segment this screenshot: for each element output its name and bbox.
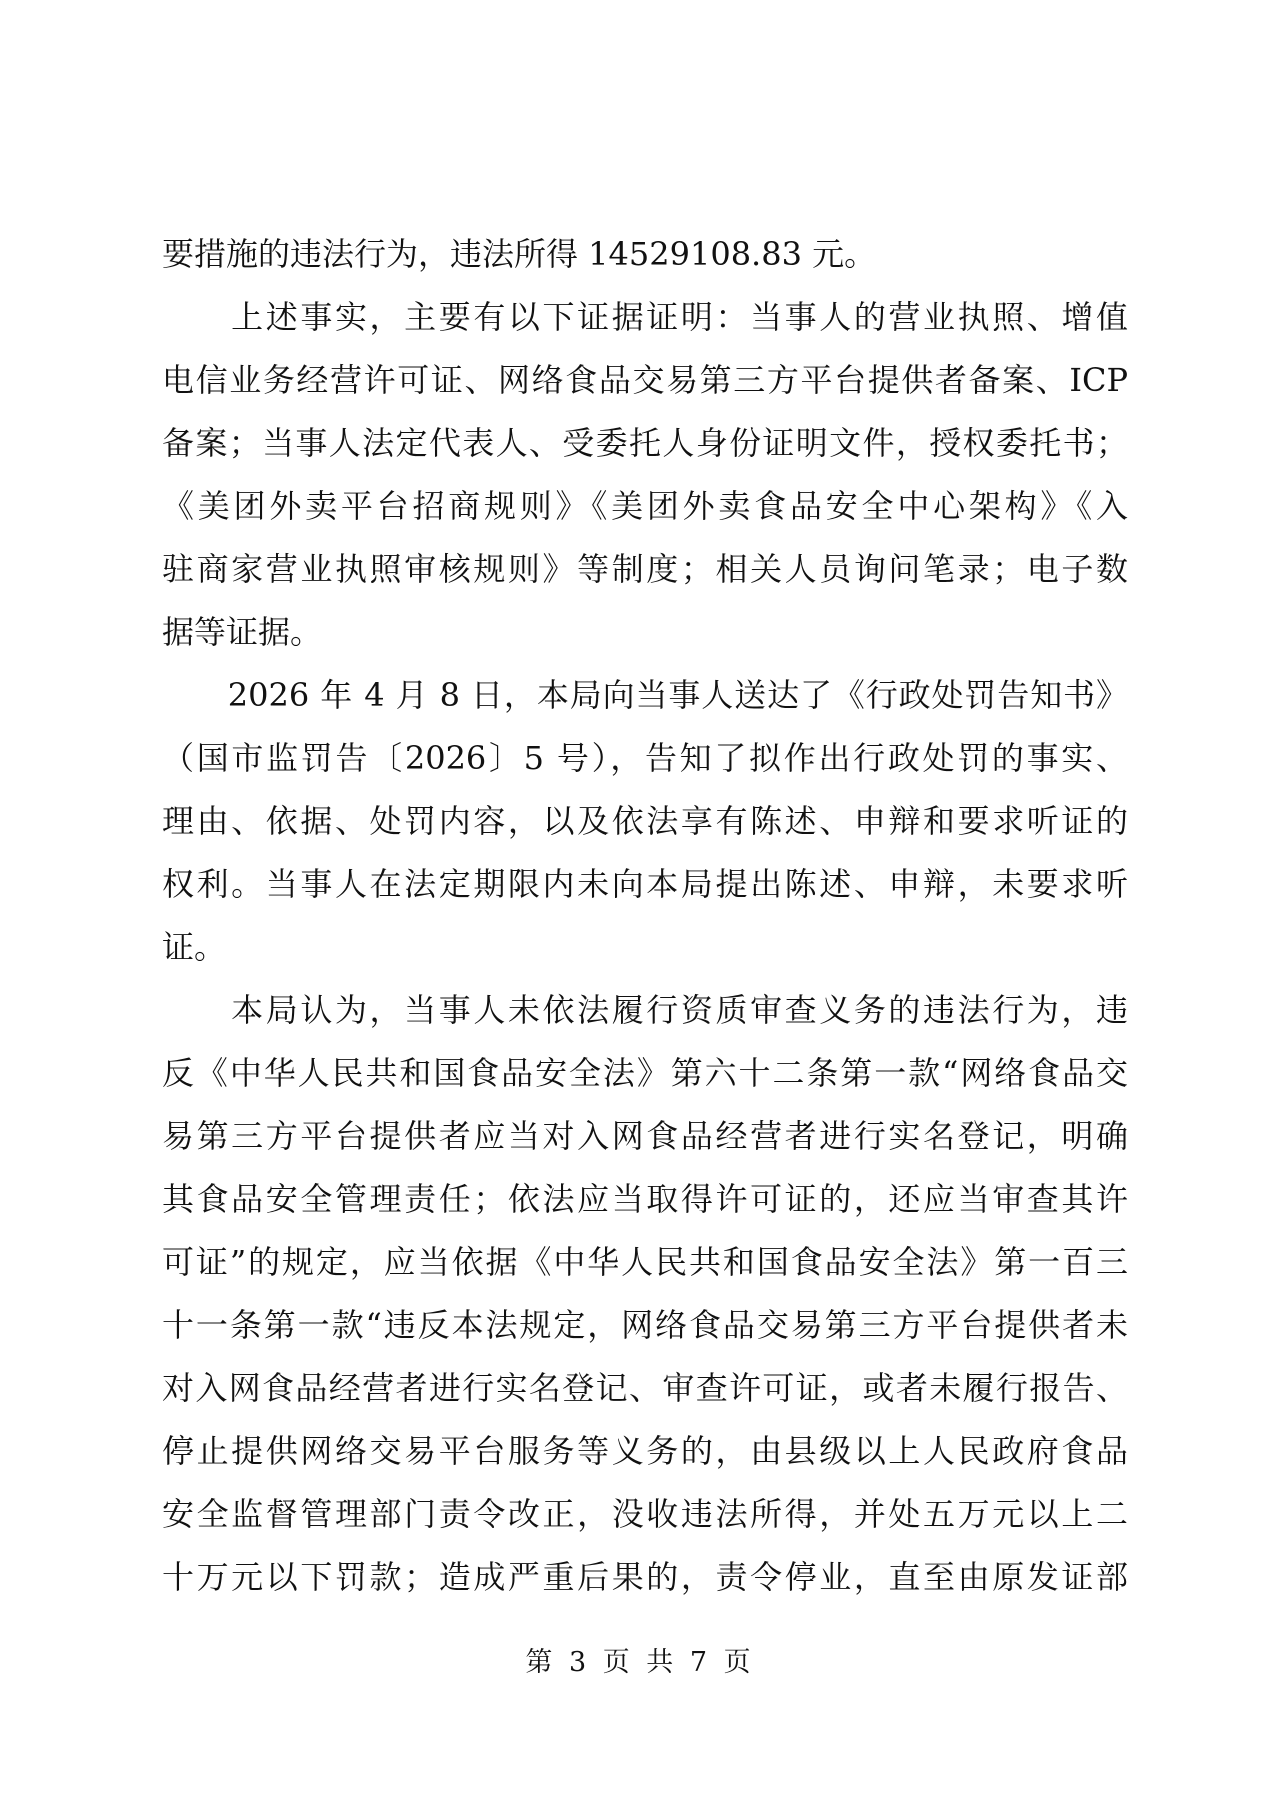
text-line: 据等证据。: [162, 613, 323, 651]
text-line: 权利。当事人在法定期限内未向本局提出陈述、申辩，未要求听: [162, 865, 1128, 903]
text-line: 反《中华人民共和国食品安全法》第六十二条第一款“网络食品交: [162, 1054, 1128, 1092]
text-line: 上述事实，主要有以下证据证明：当事人的营业执照、增值: [162, 298, 1128, 336]
text-line: 《美团外卖平台招商规则》《美团外卖食品安全中心架构》《入: [162, 487, 1128, 525]
page-number-footer: 第 3 页 共 7 页: [525, 1647, 755, 1678]
text-line: 本局认为，当事人未依法履行资质审查义务的违法行为，违: [162, 991, 1128, 1029]
text-line: 对入网食品经营者进行实名登记、审查许可证，或者未履行报告、: [162, 1369, 1128, 1407]
text-line: 易第三方平台提供者应当对入网食品经营者进行实名登记，明确: [162, 1117, 1128, 1155]
text-line: 理由、依据、处罚内容，以及依法享有陈述、申辩和要求听证的: [162, 802, 1128, 840]
text-line: 十万元以下罚款；造成严重后果的，责令停业，直至由原发证部: [162, 1558, 1128, 1596]
text-line: 可证”的规定，应当依据《中华人民共和国食品安全法》第一百三: [162, 1243, 1128, 1281]
text-line: 安全监督管理部门责令改正，没收违法所得，并处五万元以上二: [162, 1495, 1128, 1533]
text-line: 十一条第一款“违反本法规定，网络食品交易第三方平台提供者未: [162, 1306, 1128, 1344]
text-line: 要措施的违法行为，违法所得 14529108.83 元。: [162, 235, 877, 273]
text-line: 电信业务经营许可证、网络食品交易第三方平台提供者备案、ICP: [162, 361, 1128, 399]
text-line: （国市监罚告〔2026〕5 号），告知了拟作出行政处罚的事实、: [162, 739, 1128, 777]
text-line: 其食品安全管理责任；依法应当取得许可证的，还应当审查其许: [162, 1180, 1128, 1218]
text-line: 驻商家营业执照审核规则》等制度；相关人员询问笔录；电子数: [162, 550, 1128, 588]
document-body: [162, 223, 1128, 1609]
text-line: 停止提供网络交易平台服务等义务的，由县级以上人民政府食品: [162, 1432, 1128, 1470]
text-line: 备案；当事人法定代表人、受委托人身份证明文件，授权委托书；: [162, 424, 1128, 462]
text-line: 2026 年 4 月 8 日，本局向当事人送达了《行政处罚告知书》: [162, 676, 1128, 714]
text-line: 证。: [162, 928, 227, 966]
